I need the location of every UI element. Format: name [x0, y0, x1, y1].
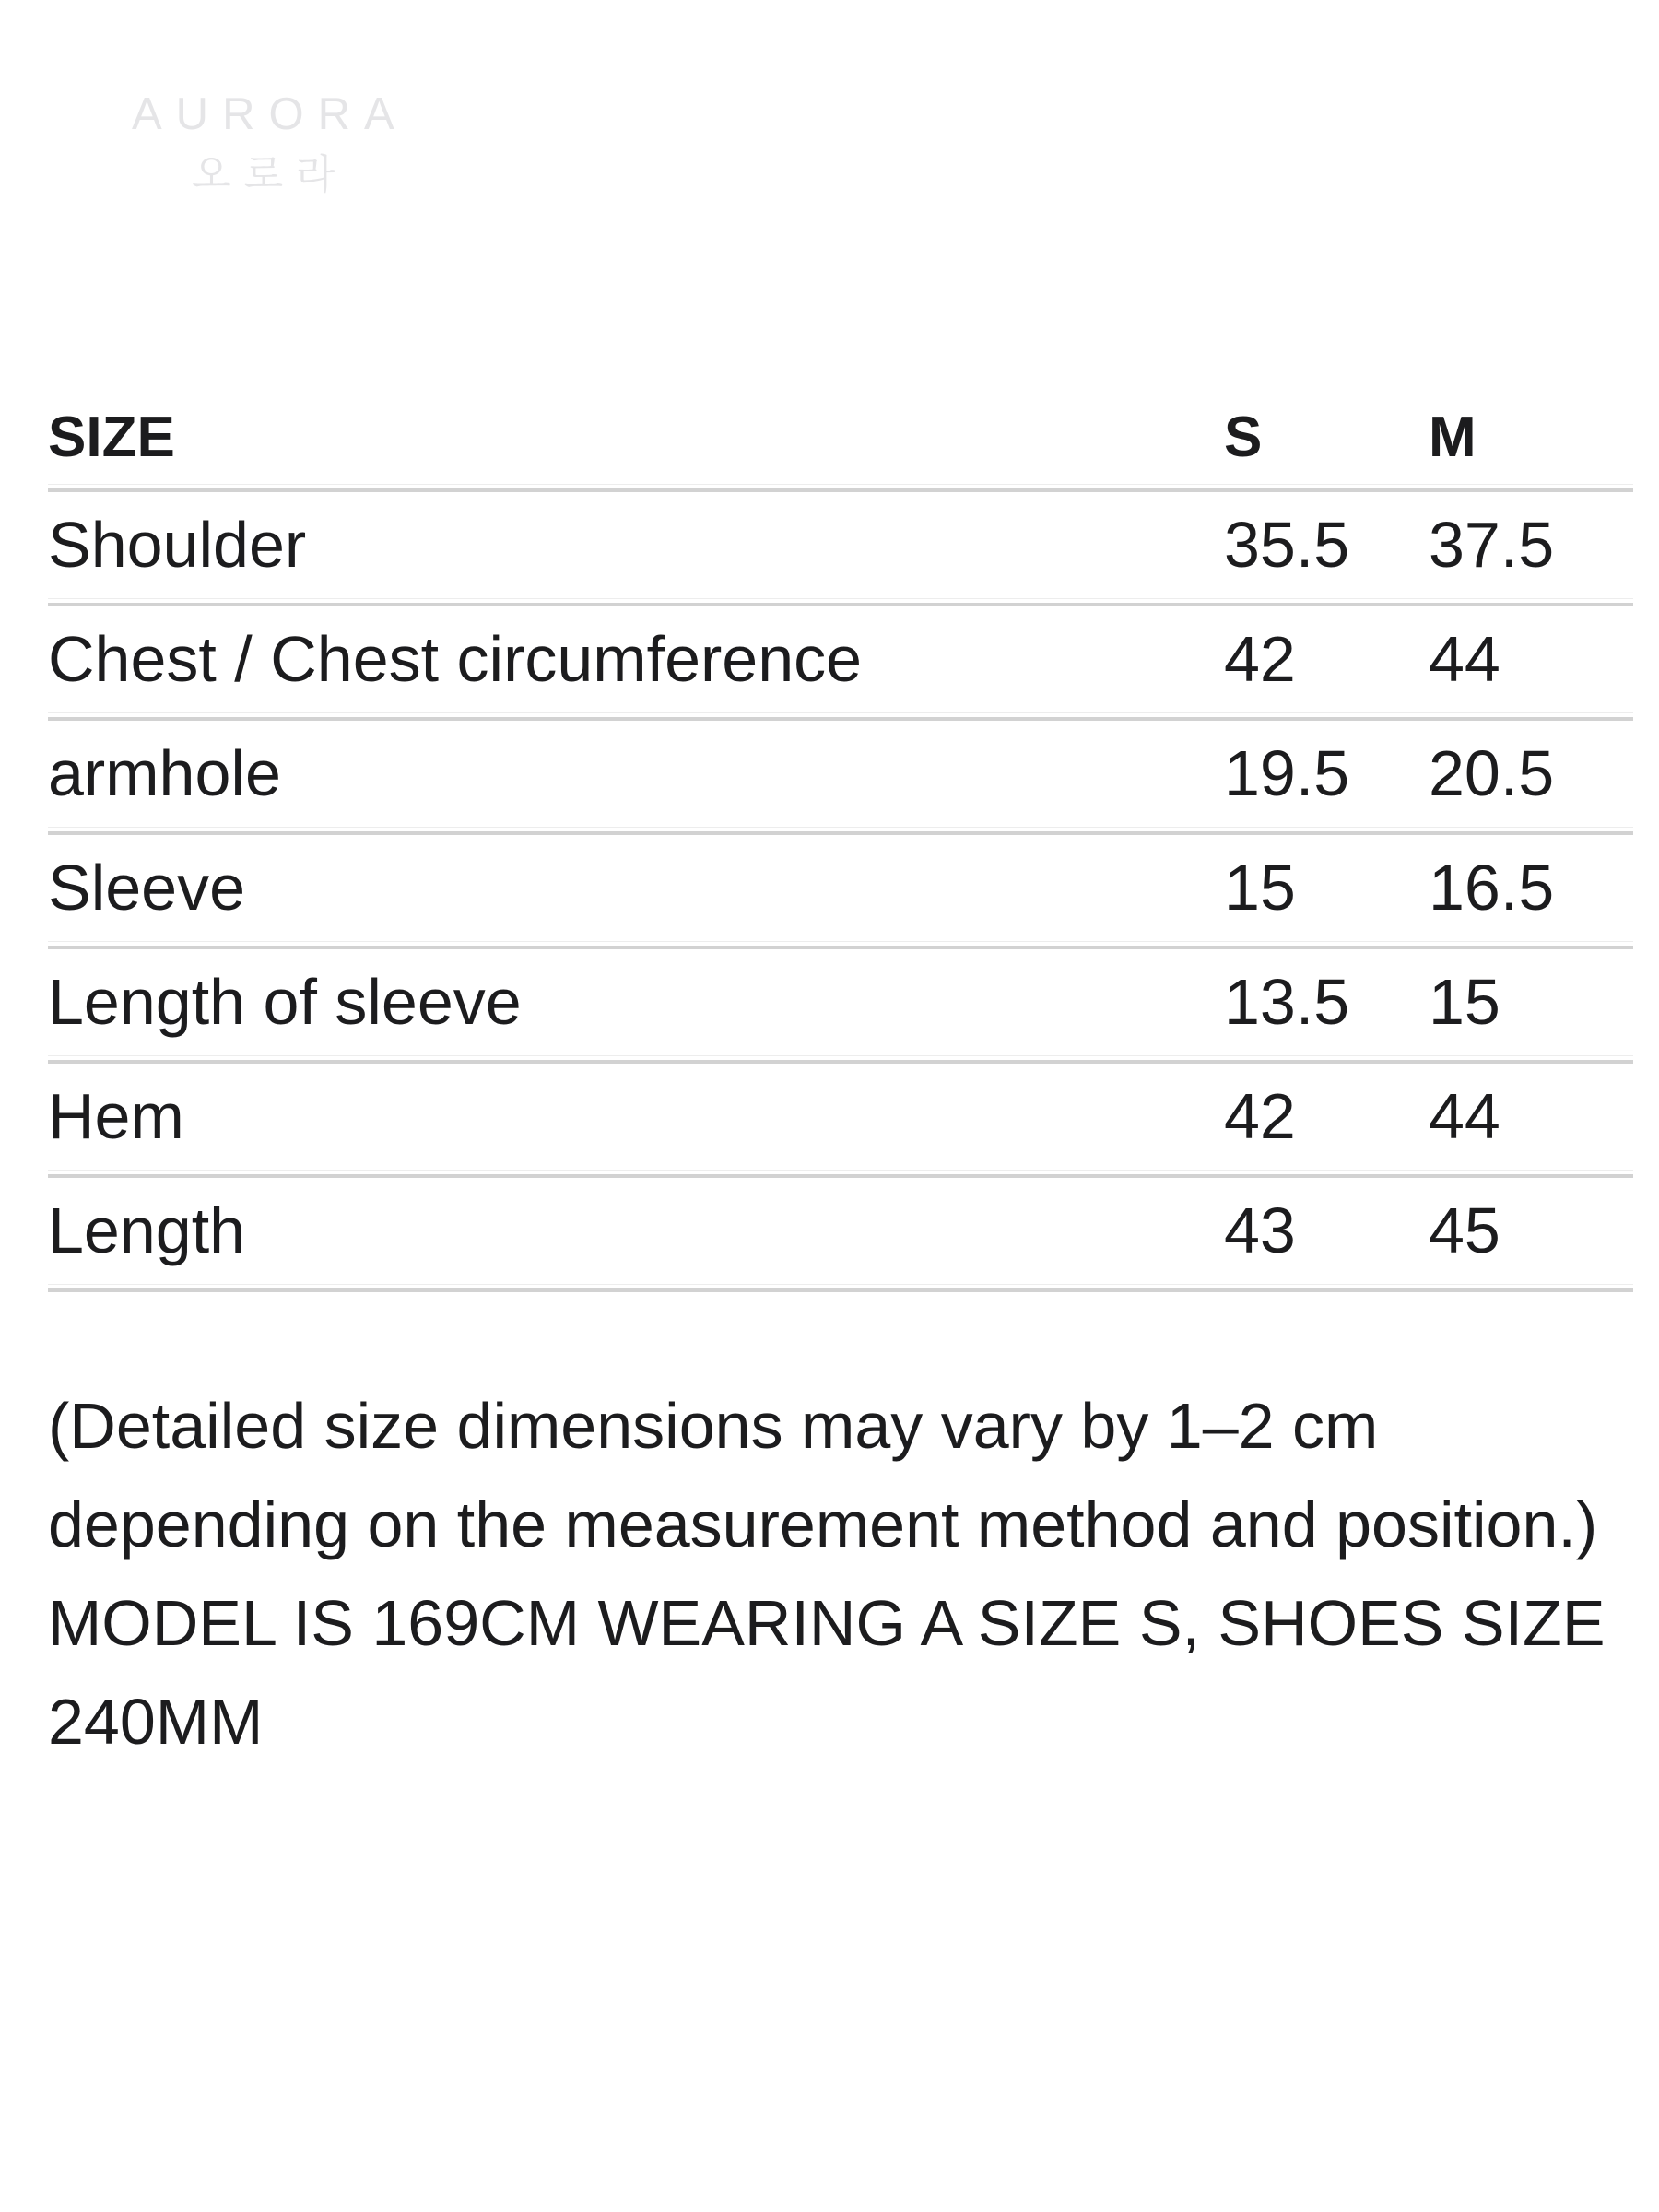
- row-separator: [48, 1055, 1633, 1064]
- row-value-s: 15: [1224, 852, 1296, 924]
- row-separator: [48, 484, 1633, 492]
- size-table-header-row: [48, 403, 1633, 484]
- row-separator: [48, 827, 1633, 835]
- footer-notes: [48, 1377, 1615, 1771]
- row-separator: [48, 941, 1633, 949]
- column-header-m: M: [1429, 405, 1477, 469]
- column-header-s: S: [1224, 405, 1263, 469]
- row-label: armhole: [48, 737, 281, 810]
- brand-name: AURORA: [132, 89, 408, 139]
- row-value-s: 43: [1224, 1194, 1296, 1267]
- row-value-m: 16.5: [1429, 852, 1555, 924]
- row-value-s: 35.5: [1224, 509, 1350, 582]
- row-value-m: 44: [1429, 623, 1500, 696]
- table-row: [48, 721, 1633, 827]
- row-label: Chest / Chest circumference: [48, 623, 863, 696]
- row-value-s: 42: [1224, 1080, 1296, 1153]
- table-row: [48, 492, 1633, 598]
- row-separator: [48, 1170, 1633, 1178]
- row-label: Length of sleeve: [48, 966, 522, 1039]
- row-separator: [48, 598, 1633, 606]
- brand-name-korean: 오로라: [192, 152, 348, 198]
- row-value-m: 20.5: [1429, 737, 1555, 810]
- table-row: [48, 835, 1633, 941]
- row-label: Sleeve: [48, 852, 246, 924]
- row-value-s: 19.5: [1224, 737, 1350, 810]
- table-row: [48, 949, 1633, 1055]
- row-value-m: 44: [1429, 1080, 1500, 1153]
- table-row: [48, 1064, 1633, 1170]
- size-table-body: [48, 492, 1633, 1292]
- row-value-m: 15: [1429, 966, 1500, 1039]
- row-value-m: 37.5: [1429, 509, 1555, 582]
- table-row: [48, 606, 1633, 712]
- column-header-size: SIZE: [48, 405, 175, 469]
- row-value-s: 13.5: [1224, 966, 1350, 1039]
- size-disclaimer: (Detailed size dimensions may vary by 1–2 cm depending on the measurement method and position.): [48, 1389, 1598, 1560]
- table-row: [48, 1178, 1633, 1284]
- brand-logo: [132, 88, 408, 198]
- row-value-m: 45: [1429, 1194, 1500, 1267]
- row-label: Hem: [48, 1080, 184, 1153]
- row-label: Shoulder: [48, 509, 307, 582]
- row-separator: [48, 1284, 1633, 1292]
- row-label: Length: [48, 1194, 246, 1267]
- row-separator: [48, 712, 1633, 721]
- row-value-s: 42: [1224, 623, 1296, 696]
- model-info: MODEL IS 169CM WEARING A SIZE S, SHOES SIZE 240MM: [48, 1586, 1606, 1758]
- size-table: [48, 403, 1633, 1292]
